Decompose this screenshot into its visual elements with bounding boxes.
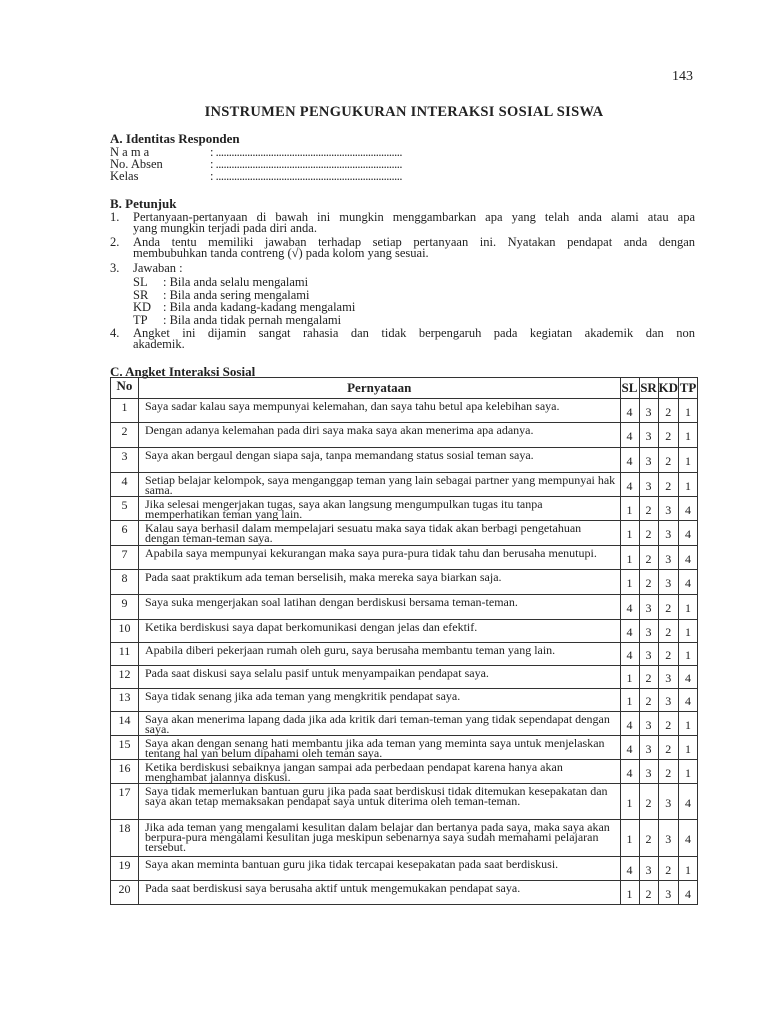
item-text: akademik. bbox=[133, 336, 185, 351]
row-number: 20 bbox=[111, 881, 139, 905]
score-tp[interactable]: 1 bbox=[679, 643, 698, 666]
row-number: 11 bbox=[111, 643, 139, 666]
instruction-item bbox=[110, 328, 695, 349]
statement-text: Saya tidak senang jika ada teman yang mengkritik pendapat saya. bbox=[139, 689, 621, 712]
instruction-item bbox=[110, 263, 695, 274]
score-sl[interactable]: 1 bbox=[620, 784, 639, 820]
score-sr[interactable]: 2 bbox=[639, 689, 658, 712]
score-sl[interactable]: 4 bbox=[620, 399, 639, 423]
item-text: yang mungkin terjadi pada diri anda. bbox=[133, 220, 317, 235]
score-kd[interactable]: 2 bbox=[658, 448, 679, 473]
legend-desc: : Bila anda tidak pernah mengalami bbox=[163, 312, 342, 327]
row-number: 10 bbox=[111, 620, 139, 643]
statement-text: Setiap belajar kelompok, saya menganggap teman yang lain sebagai partner yang mempunyai hak sama. bbox=[139, 473, 621, 497]
statement-text: Jika ada teman yang mengalami kesulitan dalam belajar dan bertanya pada saya, maka saya akan berpura-pura mengalami kesulitan juga meskipun sebenarnya saya sudah memahami pelajaran tersebut. bbox=[139, 820, 621, 857]
score-sr[interactable]: 3 bbox=[639, 473, 658, 497]
score-kd[interactable]: 2 bbox=[658, 473, 679, 497]
score-kd[interactable]: 3 bbox=[658, 570, 679, 595]
row-number: 4 bbox=[111, 473, 139, 497]
score-sr[interactable]: 2 bbox=[639, 820, 658, 857]
statement-text: Saya suka mengerjakan soal latihan dengan berdiskusi bersama teman-teman. bbox=[139, 595, 621, 620]
table-header-row bbox=[111, 378, 698, 399]
score-tp[interactable]: 4 bbox=[679, 689, 698, 712]
statement-text: Kalau saya berhasil dalam mempelajari sesuatu maka saya tidak akan berbagi pengetahuan dengan teman-teman saya. bbox=[139, 521, 621, 546]
score-sr[interactable]: 3 bbox=[639, 643, 658, 666]
score-sr[interactable]: 2 bbox=[639, 784, 658, 820]
table-row bbox=[111, 712, 698, 736]
item-text: Anda tentu memiliki jawaban terhadap setiap pertanyaan ini. Nyatakan pendapat anda dengan bbox=[133, 235, 695, 249]
score-sl[interactable]: 1 bbox=[620, 689, 639, 712]
score-sr[interactable]: 2 bbox=[639, 570, 658, 595]
statement-text: Saya akan dengan senang hati membantu jika ada teman yang meminta saya untuk menjelaskan tentang hal yan belum dipahami oleh teman saya. bbox=[139, 736, 621, 760]
score-sl[interactable]: 4 bbox=[620, 760, 639, 784]
score-sr[interactable]: 3 bbox=[639, 399, 658, 423]
table-row bbox=[111, 881, 698, 905]
item-number: 3. bbox=[110, 261, 120, 275]
table-row bbox=[111, 784, 698, 820]
row-number: 8 bbox=[111, 570, 139, 595]
score-sr[interactable]: 2 bbox=[639, 546, 658, 570]
score-kd[interactable]: 2 bbox=[658, 736, 679, 760]
statement-text: Ketika berdiskusi sebaiknya jangan sampai ada perbedaan pendapat karena hanya akan menghambat jalannya diskusi. bbox=[139, 760, 621, 784]
table-row bbox=[111, 423, 698, 448]
legend-desc: : Bila anda sering mengalami bbox=[163, 287, 310, 302]
score-sr[interactable]: 3 bbox=[639, 736, 658, 760]
statement-text: Saya sadar kalau saya mempunyai kelemahan, dan saya tahu betul apa kelebihan saya. bbox=[139, 399, 621, 423]
legend-code: KD bbox=[133, 300, 152, 314]
questionnaire-table bbox=[110, 377, 698, 905]
table-row bbox=[111, 857, 698, 881]
score-tp[interactable]: 4 bbox=[679, 784, 698, 820]
field-label: Kelas bbox=[110, 169, 139, 183]
score-sr[interactable]: 2 bbox=[639, 521, 658, 546]
row-number: 14 bbox=[111, 712, 139, 736]
score-kd[interactable]: 2 bbox=[658, 857, 679, 881]
score-kd[interactable]: 2 bbox=[658, 760, 679, 784]
score-sr[interactable]: 3 bbox=[639, 760, 658, 784]
row-number: 5 bbox=[111, 497, 139, 521]
item-text: Angket ini dijamin sangat rahasia dan tidak berpengaruh pada kegiatan akademik dan non bbox=[133, 326, 695, 340]
table-row bbox=[111, 643, 698, 666]
statement-text: Ketika berdiskusi saya dapat berkomunikasi dengan jelas dan efektif. bbox=[139, 620, 621, 643]
score-kd[interactable]: 3 bbox=[658, 497, 679, 521]
score-sr[interactable]: 3 bbox=[639, 620, 658, 643]
field-kelas[interactable] bbox=[110, 170, 402, 182]
score-kd[interactable]: 3 bbox=[658, 820, 679, 857]
header-sr: SR bbox=[639, 378, 658, 399]
table-row bbox=[111, 448, 698, 473]
score-kd[interactable]: 2 bbox=[658, 712, 679, 736]
score-sr[interactable]: 3 bbox=[639, 857, 658, 881]
field-value: : ....................................................................... bbox=[210, 169, 402, 183]
statement-text: Saya akan bergaul dengan siapa saja, tanpa memandang status sosial teman saya. bbox=[139, 448, 621, 473]
score-sl[interactable]: 4 bbox=[620, 423, 639, 448]
score-sl[interactable]: 1 bbox=[620, 820, 639, 857]
score-tp[interactable]: 4 bbox=[679, 820, 698, 857]
legend-tp bbox=[133, 314, 355, 327]
score-kd[interactable]: 2 bbox=[658, 620, 679, 643]
table-row bbox=[111, 570, 698, 595]
score-tp[interactable]: 1 bbox=[679, 423, 698, 448]
score-sl[interactable]: 4 bbox=[620, 448, 639, 473]
header-no: No bbox=[111, 378, 139, 399]
row-number: 19 bbox=[111, 857, 139, 881]
score-tp[interactable]: 1 bbox=[679, 595, 698, 620]
field-value: : ....................................................................... bbox=[210, 157, 402, 171]
score-sl[interactable]: 4 bbox=[620, 595, 639, 620]
score-sr[interactable]: 2 bbox=[639, 881, 658, 905]
score-sr[interactable]: 2 bbox=[639, 666, 658, 689]
score-tp[interactable]: 4 bbox=[679, 497, 698, 521]
legend-desc: : Bila anda selalu mengalami bbox=[163, 275, 309, 289]
row-number: 3 bbox=[111, 448, 139, 473]
score-kd[interactable]: 3 bbox=[658, 546, 679, 570]
statement-text: Apabila diberi pekerjaan rumah oleh guru, saya berusaha membantu teman yang lain. bbox=[139, 643, 621, 666]
item-text: Jawaban : bbox=[133, 261, 183, 275]
table-row bbox=[111, 620, 698, 643]
score-kd[interactable]: 2 bbox=[658, 643, 679, 666]
statement-text: Saya tidak memerlukan bantuan guru jika pada saat berdiskusi tidak ditemukan kesepakatan dan saya akan tetap memaksakan pendapat saya untuk diterima oleh teman-teman. bbox=[139, 784, 621, 820]
score-tp[interactable]: 4 bbox=[679, 570, 698, 595]
score-sl[interactable]: 1 bbox=[620, 570, 639, 595]
score-sl[interactable]: 1 bbox=[620, 666, 639, 689]
score-sl[interactable]: 4 bbox=[620, 473, 639, 497]
score-kd[interactable]: 3 bbox=[658, 689, 679, 712]
instruction-item bbox=[110, 237, 695, 258]
row-number: 18 bbox=[111, 820, 139, 857]
statement-text: Apabila saya mempunyai kekurangan maka saya pura-pura tidak tahu dan berusaha menutupi. bbox=[139, 546, 621, 570]
table-row bbox=[111, 399, 698, 423]
table-row bbox=[111, 595, 698, 620]
score-sl[interactable]: 4 bbox=[620, 643, 639, 666]
score-sl[interactable]: 4 bbox=[620, 712, 639, 736]
score-sl[interactable]: 4 bbox=[620, 620, 639, 643]
score-tp[interactable]: 1 bbox=[679, 399, 698, 423]
row-number: 12 bbox=[111, 666, 139, 689]
score-kd[interactable]: 3 bbox=[658, 881, 679, 905]
score-sl[interactable]: 1 bbox=[620, 521, 639, 546]
statement-text: Pada saat berdiskusi saya berusaha aktif untuk mengemukakan pendapat saya. bbox=[139, 881, 621, 905]
row-number: 1 bbox=[111, 399, 139, 423]
header-kd: KD bbox=[658, 378, 679, 399]
row-number: 15 bbox=[111, 736, 139, 760]
section-a-heading: A. Identitas Responden bbox=[110, 131, 240, 146]
header-sl: SL bbox=[620, 378, 639, 399]
row-number: 7 bbox=[111, 546, 139, 570]
field-value: : ....................................................................... bbox=[210, 145, 402, 159]
score-tp[interactable]: 1 bbox=[679, 857, 698, 881]
score-tp[interactable]: 1 bbox=[679, 473, 698, 497]
statement-text: Dengan adanya kelemahan pada diri saya maka saya akan menerima apa adanya. bbox=[139, 423, 621, 448]
score-kd[interactable]: 2 bbox=[658, 399, 679, 423]
page-number: 143 bbox=[672, 69, 693, 84]
table-row bbox=[111, 820, 698, 857]
score-sl[interactable]: 1 bbox=[620, 881, 639, 905]
table-row bbox=[111, 521, 698, 546]
score-tp[interactable]: 1 bbox=[679, 736, 698, 760]
score-kd[interactable]: 2 bbox=[658, 595, 679, 620]
score-sr[interactable]: 3 bbox=[639, 712, 658, 736]
score-tp[interactable]: 1 bbox=[679, 760, 698, 784]
score-sl[interactable]: 4 bbox=[620, 736, 639, 760]
answer-legend bbox=[133, 276, 355, 326]
statement-text: Pada saat diskusi saya selalu pasif untuk menyampaikan pendapat saya. bbox=[139, 666, 621, 689]
table-row bbox=[111, 736, 698, 760]
score-sl[interactable]: 4 bbox=[620, 857, 639, 881]
legend-code: SR bbox=[133, 287, 149, 302]
table-row bbox=[111, 689, 698, 712]
score-sr[interactable]: 3 bbox=[639, 448, 658, 473]
score-tp[interactable]: 4 bbox=[679, 521, 698, 546]
table-row bbox=[111, 497, 698, 521]
score-kd[interactable]: 2 bbox=[658, 423, 679, 448]
table-row bbox=[111, 666, 698, 689]
score-kd[interactable]: 3 bbox=[658, 784, 679, 820]
statement-text: Saya akan menerima lapang dada jika ada kritik dari teman-teman yang tidak sependapat dengan saya. bbox=[139, 712, 621, 736]
legend-desc: : Bila anda kadang-kadang mengalami bbox=[163, 300, 356, 314]
statement-text: Pada saat praktikum ada teman berselisih, maka mereka saya biarkan saja. bbox=[139, 570, 621, 595]
score-tp[interactable]: 1 bbox=[679, 620, 698, 643]
item-number: 4. bbox=[110, 326, 120, 340]
statement-text: Jika selesai mengerjakan tugas, saya akan langsung mengumpulkan tugas itu tanpa memperhatikan teman yang lain. bbox=[139, 497, 621, 521]
score-tp[interactable]: 4 bbox=[679, 666, 698, 689]
row-number: 13 bbox=[111, 689, 139, 712]
row-number: 17 bbox=[111, 784, 139, 820]
statement-text: Saya akan meminta bantuan guru jika tidak tercapai kesepakatan pada saat berdiskusi. bbox=[139, 857, 621, 881]
legend-code: SL bbox=[133, 275, 148, 289]
score-sr[interactable]: 3 bbox=[639, 423, 658, 448]
section-c-heading: C. Angket Interaksi Sosial bbox=[110, 364, 256, 379]
row-number: 16 bbox=[111, 760, 139, 784]
score-tp[interactable]: 4 bbox=[679, 546, 698, 570]
row-number: 9 bbox=[111, 595, 139, 620]
score-sr[interactable]: 2 bbox=[639, 497, 658, 521]
score-tp[interactable]: 1 bbox=[679, 712, 698, 736]
row-number: 2 bbox=[111, 423, 139, 448]
item-text: membubuhkan tanda contreng (√) pada kolom yang sesuai. bbox=[133, 245, 429, 260]
field-label: N a m a bbox=[110, 145, 150, 159]
item-number: 1. bbox=[110, 210, 120, 224]
item-text: Pertanyaan-pertanyaan di bawah ini mungkin menggambarkan apa yang telah anda alami atau apa bbox=[133, 210, 695, 224]
header-tp: TP bbox=[679, 378, 698, 399]
identity-fields bbox=[110, 146, 402, 182]
section-b-heading: B. Petunjuk bbox=[110, 196, 177, 211]
score-tp[interactable]: 4 bbox=[679, 881, 698, 905]
score-sl[interactable]: 1 bbox=[620, 546, 639, 570]
table-row bbox=[111, 473, 698, 497]
score-kd[interactable]: 3 bbox=[658, 521, 679, 546]
instruction-item bbox=[110, 212, 695, 233]
score-kd[interactable]: 3 bbox=[658, 666, 679, 689]
page-title: INSTRUMEN PENGUKURAN INTERAKSI SOSIAL SISWA bbox=[204, 104, 604, 120]
header-pernyataan: Pernyataan bbox=[139, 378, 621, 399]
row-number: 6 bbox=[111, 521, 139, 546]
score-sr[interactable]: 3 bbox=[639, 595, 658, 620]
score-sl[interactable]: 1 bbox=[620, 497, 639, 521]
item-number: 2. bbox=[110, 235, 120, 249]
field-label: No. Absen bbox=[110, 157, 163, 171]
table-row bbox=[111, 546, 698, 570]
score-tp[interactable]: 1 bbox=[679, 448, 698, 473]
legend-code: TP bbox=[133, 312, 148, 327]
table-row bbox=[111, 760, 698, 784]
